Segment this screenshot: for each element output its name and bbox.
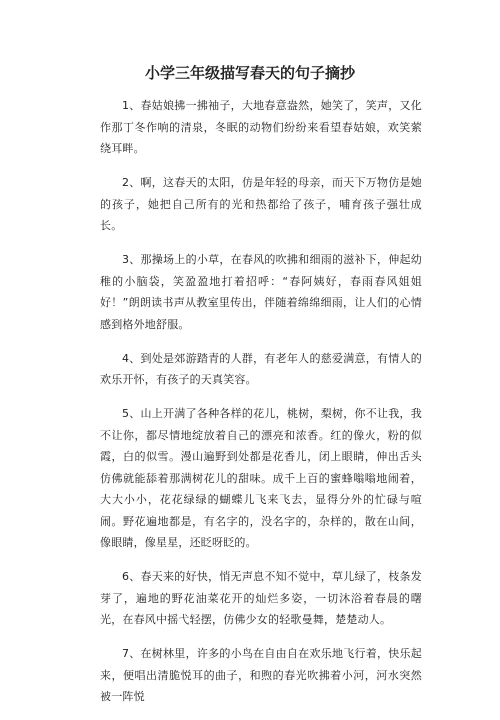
paragraph-6: 6、春天来的好快，悄无声息不知不觉中，草儿绿了，枝条发芽了，遍地的野花油菜花开的灿烂多姿，一切沐浴着春晨的曙光，在春风中摇弋轻摆，仿佛少女的轻歌曼舞，楚楚动人。 bbox=[100, 570, 422, 626]
paragraph-1: 1、春姑娘拂一拂袖子，大地春意盎然，她笑了，笑声，又化作那丁冬作响的清泉，冬眠的动物们纷纷来看望春姑娘，欢笑萦绕耳畔。 bbox=[100, 99, 422, 155]
document-title: 小学三年级描写春天的句子摘抄 bbox=[144, 64, 355, 82]
paragraph-7: 7、在树林里，许多的小鸟在自由自在欢乐地飞行着，快乐起来，便唱出清脆悦耳的曲子，和煦的春光吹拂着小河，河水突然被一阵悦 bbox=[100, 647, 422, 703]
paragraph-3: 3、那操场上的小草，在春风的吹拂和细雨的滋补下，伸起幼稚的小脑袋，笑盈盈地打着招呼：“春阿姨好，春雨春风姐姐好！”朗朗读书声从教室里传出，伴随着绵绵细雨，让人们的心情感到格外地舒服。 bbox=[100, 253, 422, 331]
paragraph-5: 5、山上开满了各种各样的花儿，桃树，梨树，你不让我，我不让你，都尽情地绽放着自己的漂亮和浓香。红的像火，粉的似霞，白的似雪。漫山遍野到处都是花香儿，闭上眼睛，伸出舌头仿佛就能舔着那满树花儿的甜味。成千上百的蜜蜂嗡嗡地闹着，大大小小，花花绿绿的蝴蝶儿飞来飞去，显得分外的忙碌与喧闹。野花遍地都是，有名字的，没名字的，杂样的，散在山间，像眼睛，像星星，还眨呀眨的。 bbox=[100, 407, 422, 549]
paragraph-2: 2、啊，这春天的太阳，仿是年轻的母亲，而天下万物仿是她的孩子，她把自己所有的光和热都给了孩子，哺育孩子强壮成长。 bbox=[100, 176, 422, 232]
paragraph-4: 4、到处是郊游踏青的人群，有老年人的慈爱满意，有情人的欢乐开怀，有孩子的天真笑容。 bbox=[100, 351, 422, 386]
document-body bbox=[100, 95, 422, 720]
